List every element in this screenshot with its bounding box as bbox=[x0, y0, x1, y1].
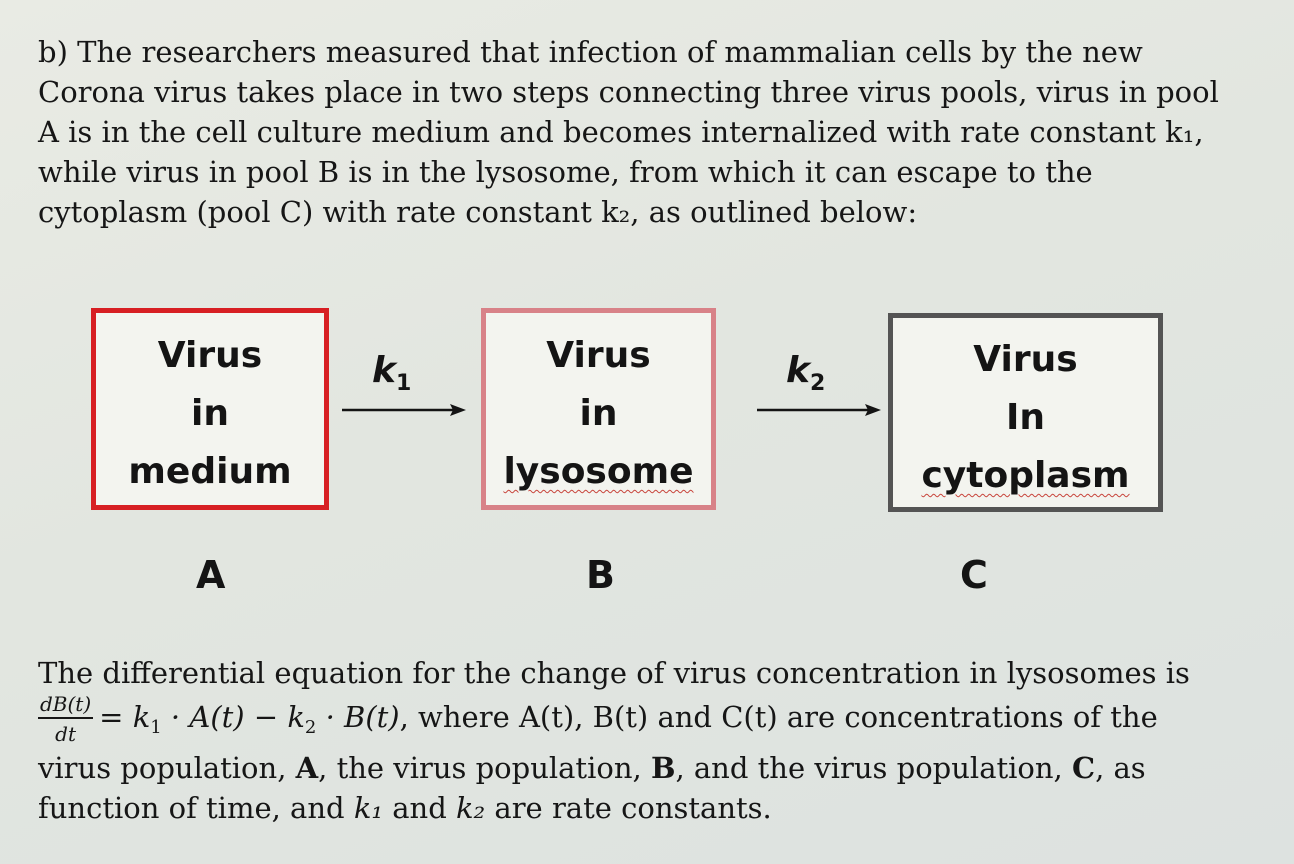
pool-c-text: In bbox=[1005, 397, 1046, 438]
equation-k2-subscript: 2 bbox=[304, 717, 317, 738]
population-b: B bbox=[650, 751, 676, 785]
final-k2: k₂ bbox=[455, 791, 486, 825]
rate-k1 bbox=[372, 350, 411, 396]
fraction-numerator: dB(t) bbox=[38, 693, 93, 719]
rate-k2-subscript: 2 bbox=[809, 371, 826, 397]
equation-k1-subscript: 1 bbox=[150, 717, 162, 738]
equation-intro-line: The differential equation for the change of virus concentration in lysosomes is bbox=[38, 656, 1190, 690]
intro-line: while virus in pool B is in the lysosome, from which it can escape to the bbox=[38, 155, 1093, 189]
equation-a-term: · A(t) − bbox=[161, 700, 288, 734]
pool-a-text: in bbox=[191, 393, 229, 434]
rate-k2 bbox=[786, 350, 825, 396]
rate-k2-symbol: k bbox=[786, 350, 810, 391]
pool-a-text: medium bbox=[128, 451, 292, 492]
equation-final-line bbox=[38, 788, 1268, 828]
equation-line bbox=[38, 693, 1268, 748]
intro-line: cytoplasm (pool C) with rate constant k₂, as outlined below: bbox=[38, 195, 918, 229]
equation-b-term: · B(t) bbox=[316, 700, 400, 734]
pool-c-label: C bbox=[960, 553, 988, 597]
intro-line: A is in the cell culture medium and becomes internalized with rate constant k₁, bbox=[38, 115, 1204, 149]
pool-a-text: Virus bbox=[157, 335, 263, 376]
fraction-denominator: dt bbox=[55, 722, 76, 746]
arrow-right-icon bbox=[340, 400, 468, 420]
pool-b-text: in bbox=[579, 393, 618, 434]
final-text: and bbox=[383, 791, 456, 825]
rate-k1-subscript: 1 bbox=[395, 371, 412, 397]
pool-c-text: cytoplasm bbox=[921, 455, 1130, 496]
intro-line: Corona virus takes place in two steps connecting three virus pools, virus in pool bbox=[38, 75, 1219, 109]
pool-a-label: A bbox=[196, 553, 226, 597]
intro-line: b) The researchers measured that infection of mammalian cells by the new bbox=[38, 35, 1143, 69]
equation-rest: , where A(t), B(t) and C(t) are concentrations of the bbox=[399, 700, 1158, 734]
pool-c-box bbox=[888, 313, 1163, 512]
definition-text: , the virus population, bbox=[318, 751, 651, 785]
population-a: A bbox=[295, 751, 319, 785]
final-k1: k₁ bbox=[353, 791, 384, 825]
rate-k1-symbol: k bbox=[372, 350, 396, 391]
pool-b-text: Virus bbox=[546, 335, 651, 376]
pool-c-text: Virus bbox=[973, 339, 1078, 380]
equation-definition-line bbox=[38, 748, 1268, 788]
arrow-right-icon bbox=[755, 400, 883, 420]
equation-k2: k bbox=[287, 700, 305, 734]
definition-text: virus population, bbox=[38, 751, 296, 785]
pool-b-box bbox=[481, 308, 716, 510]
pool-b-label: B bbox=[586, 553, 615, 597]
derivative-fraction bbox=[38, 693, 93, 745]
intro-paragraph bbox=[38, 32, 1268, 232]
equation-k1: k bbox=[132, 700, 151, 734]
equation-equals: = bbox=[99, 700, 133, 734]
definition-text: , and the virus population, bbox=[675, 751, 1072, 785]
final-text: are rate constants. bbox=[485, 791, 772, 825]
equation-paragraph bbox=[38, 653, 1268, 828]
population-c: C bbox=[1071, 751, 1096, 785]
pool-a-box bbox=[91, 308, 329, 510]
final-text: function of time, and bbox=[38, 791, 354, 825]
pool-b-text: lysosome bbox=[503, 451, 694, 492]
definition-text: , as bbox=[1095, 751, 1146, 785]
